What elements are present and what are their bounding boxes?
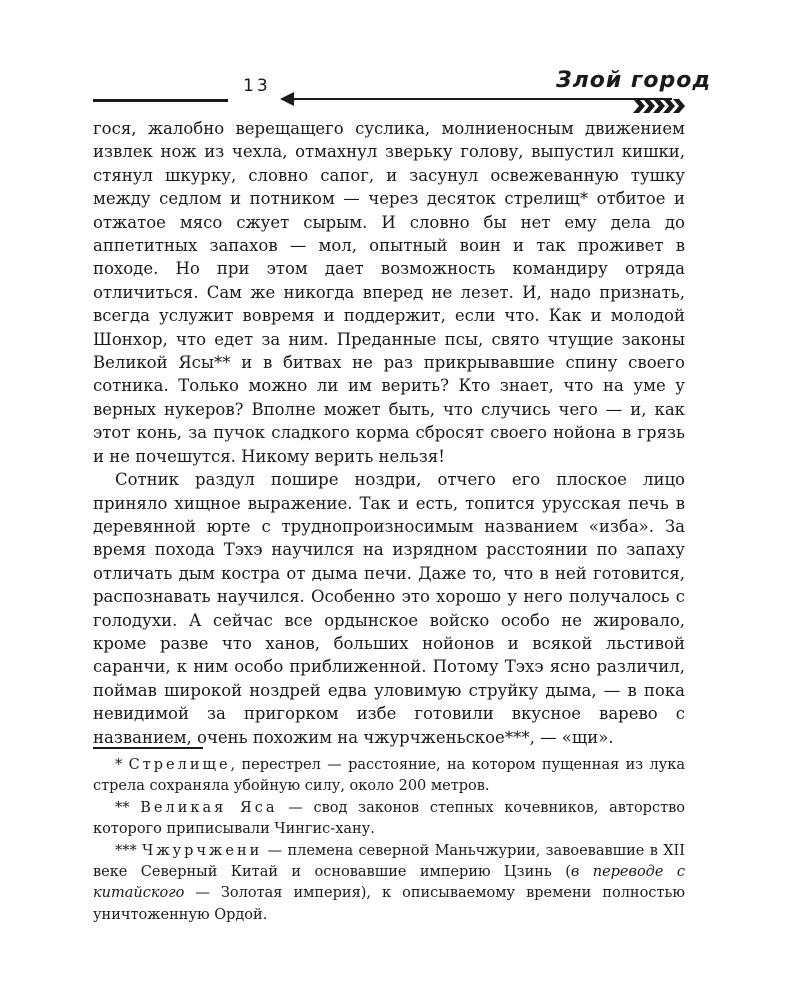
footnote-italic: в переводе с китайского [93, 864, 685, 902]
footnote-term: Стрелище [128, 757, 231, 773]
footnote-marker: ** [115, 799, 130, 816]
footnote-term: Великая Яса [140, 799, 278, 816]
footnote [93, 798, 685, 841]
page-header [0, 0, 800, 120]
header-rule-left [93, 99, 228, 102]
footnote-text: — свод законов степных кочевников, авторство которого приписывали Чингис-хану. [93, 799, 685, 838]
footnote-term: Чжурчжени [142, 842, 263, 859]
footnote [93, 841, 685, 927]
footnote-marker: * [115, 757, 123, 773]
page-number: 13 [243, 76, 271, 96]
footnote-divider [93, 747, 203, 749]
footnotes [93, 755, 685, 926]
footnote [93, 755, 685, 798]
header-arrow-line [290, 98, 672, 100]
footnote-text: , перестрел — расстояние, на котором пущенная из лука стрела сохраняла убойную силу, около 200 метров. [93, 757, 686, 795]
paragraph: Сотник раздул пошире ноздри, отчего его плоское лицо приняло хищное выражение. Так и есть, топится урусская печь в деревянной юрте с труднопроизносимым названием «изба». За время похода Тэхэ научился на изрядном расстоянии по запаху отличать дым костра от дыма печи. Даже то, что в ней готовится, распознавать научился. Особенно это хорошо у него получалось с голодухи. А сейчас все ордынское войско особо не жировало, кроме разве что ханов, больших нойонов и всякой льстивой саранчи, к ним особо приближенной. Потому Тэхэ ясно различил, поймав широкой ноздрей едва уловимую струйку дыма, — в пока невидимой за пригорком избе готовили вкусное варево с названием, очень похожим на чжурчженьское***, — «щи». [93, 470, 685, 747]
main-text [93, 117, 685, 749]
paragraph: гося, жалобно верещащего суслика, молниеносным движением извлек нож из чехла, отмахнул зверьку голову, выпустил кишки, стянул шкурку, словно сапог, и засунул освежеванную тушку между седлом и потником — через десяток стрелищ* отбитое и отжатое мясо сжует сырым. И словно бы нет ему дела до аппетитных запахов — мол, опытный воин и так проживет в походе. Но при этом дает возможность командиру отряда отличиться. Сам же никогда вперед не лезет. И, надо признать, всегда услужит вовремя и поддержит, если что. Как и молодой Шонхор, что едет за ним. Преданные псы, свято чтущие законы Великой Ясы** и в битвах не раз прикрывавшие спину своего сотника. Только можно ли им верить? Кто знает, что на уме у верных нукеров? Вполне может быть, что случись чего — и, как этот конь, за пучок сладкого корма сбросят своего нойона в грязь и не почешутся. Никому верить нельзя! [93, 119, 685, 466]
footnote-marker: *** [115, 842, 137, 859]
footnote-text: — племена северной Маньчжурии, завоевавшие в XII веке Северный Китай и основавшие империю Цзинь ( [93, 842, 685, 881]
footnote-text: — Золотая империя), к описываемому времени полностью уничтоженную Ордой. [93, 885, 685, 923]
chevron-ornament-icon [633, 99, 687, 113]
book-title: Злой город [556, 68, 712, 93]
